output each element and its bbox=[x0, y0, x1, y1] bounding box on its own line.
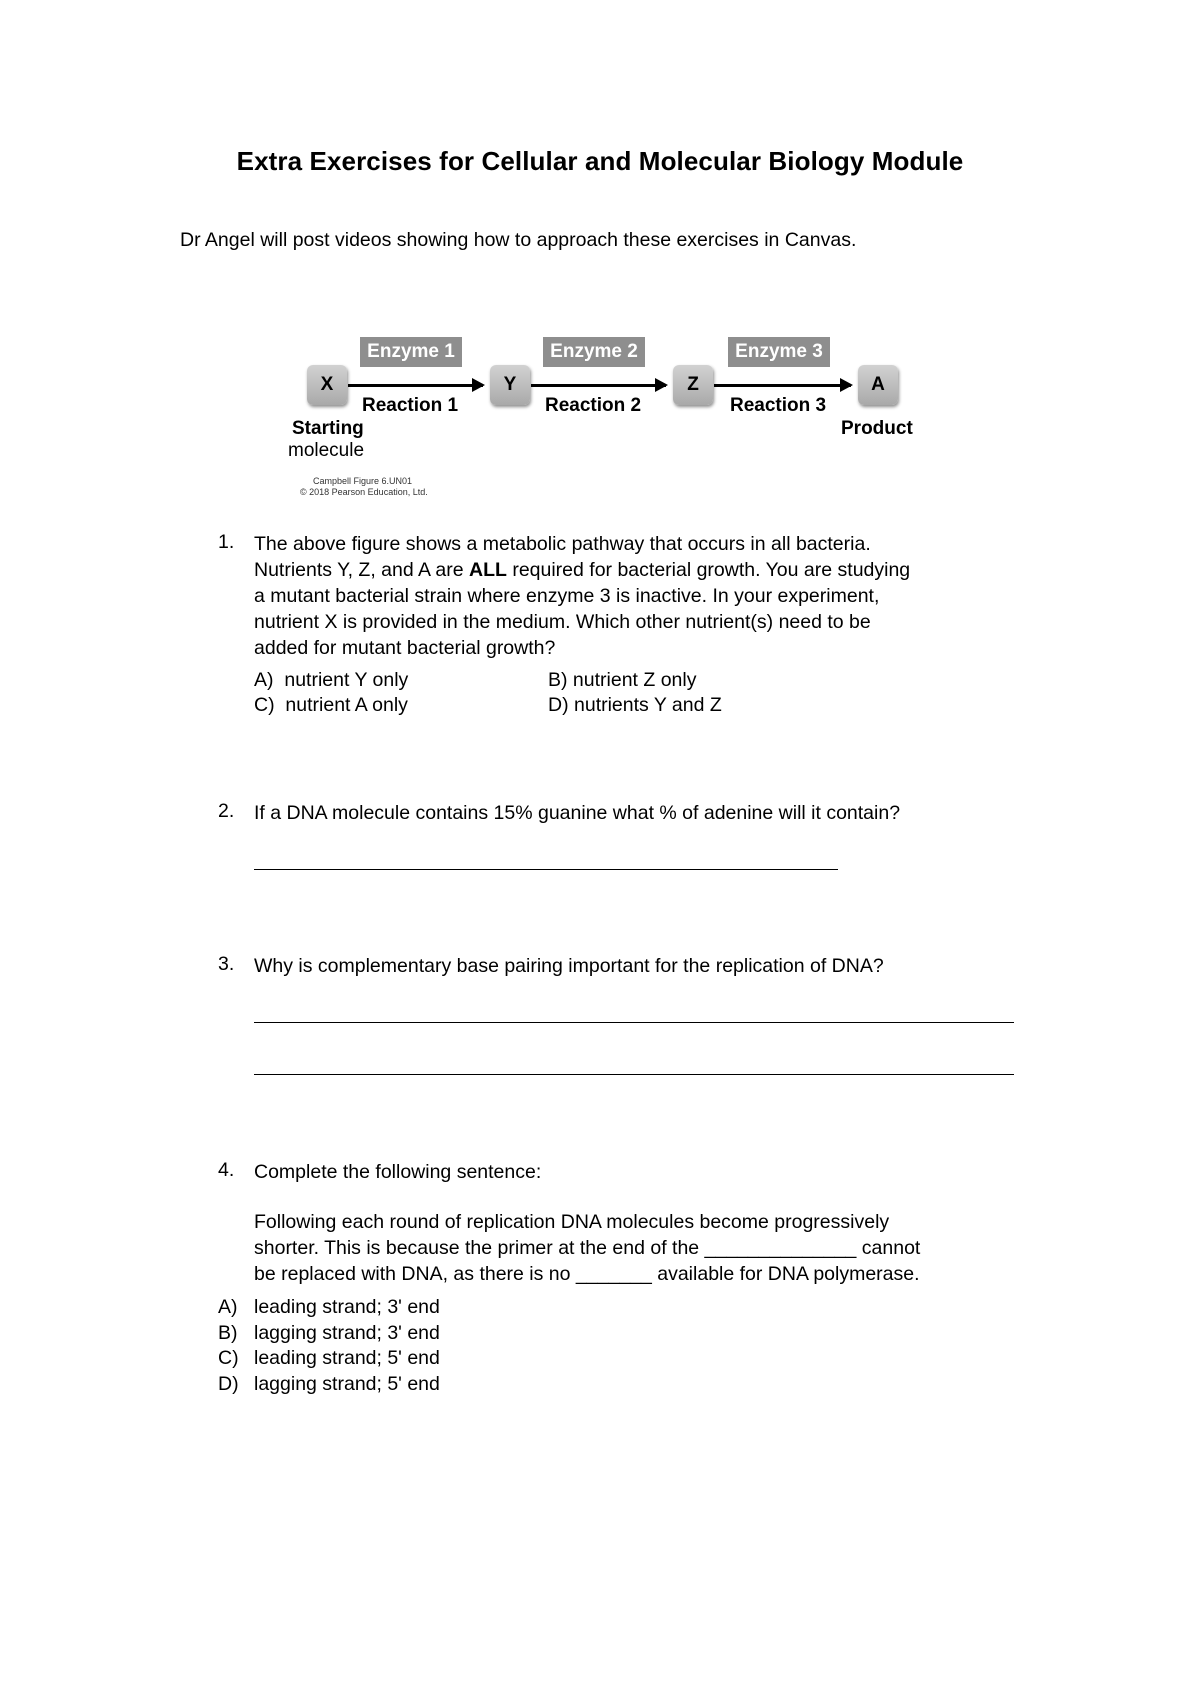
enzyme-3-label: Enzyme 3 bbox=[728, 337, 830, 367]
metabolic-pathway-figure bbox=[290, 330, 930, 500]
q1-option-d[interactable] bbox=[548, 694, 722, 717]
figure-credit-line1: Campbell Figure 6.UN01 bbox=[313, 476, 413, 486]
question-2-number: 2. bbox=[218, 800, 235, 822]
arrow-reaction-1 bbox=[348, 384, 483, 387]
page-title: Extra Exercises for Cellular and Molecular Biology Module bbox=[236, 146, 964, 176]
node-x: X bbox=[307, 365, 347, 405]
question-2-text: If a DNA molecule contains 15% guanine what % of adenine will it contain? bbox=[254, 802, 901, 824]
intro-text: Dr Angel will post videos showing how to approach these exercises in Canvas. bbox=[180, 229, 857, 251]
question-3-number: 3. bbox=[218, 953, 235, 975]
question-1-line: nutrient X is provided in the medium. Which other nutrient(s) need to be bbox=[254, 611, 871, 633]
arrow-reaction-3 bbox=[714, 384, 851, 387]
enzyme-1-label: Enzyme 1 bbox=[360, 337, 462, 367]
q4-option-d-label: D) bbox=[218, 1373, 239, 1395]
q1-option-c[interactable] bbox=[254, 694, 408, 717]
question-4-text: Complete the following sentence: bbox=[254, 1161, 542, 1183]
q4-option-b-label: B) bbox=[218, 1322, 238, 1344]
option-label: D) bbox=[548, 694, 569, 716]
question-3-text: Why is complementary base pairing important for the replication of DNA? bbox=[254, 955, 884, 977]
starting-label-molecule: molecule bbox=[288, 440, 365, 461]
question-1-line: added for mutant bacterial growth? bbox=[254, 637, 556, 659]
option-label: A) bbox=[254, 669, 274, 691]
sentence-line: be replaced with DNA, as there is no _______ available for DNA polymerase. bbox=[254, 1263, 920, 1285]
q4-option-c-label: C) bbox=[218, 1347, 239, 1369]
node-a: A bbox=[858, 365, 898, 405]
question-4-sentence bbox=[254, 1209, 920, 1287]
option-text: nutrients Y and Z bbox=[574, 694, 722, 716]
option-text: nutrient Z only bbox=[572, 669, 697, 691]
q4-option-d[interactable]: lagging strand; 5' end bbox=[254, 1373, 440, 1395]
answer-line-q2[interactable] bbox=[254, 869, 838, 870]
question-1-line: a mutant bacterial strain where enzyme 3 is inactive. In your experiment, bbox=[254, 585, 880, 607]
arrow-reaction-2 bbox=[531, 384, 666, 387]
starting-label: Starting bbox=[292, 418, 364, 439]
option-text: nutrient Y only bbox=[284, 669, 409, 691]
node-y: Y bbox=[490, 365, 530, 405]
question-1-line-part: Nutrients Y, Z, and A are bbox=[254, 559, 469, 581]
option-label: C) bbox=[254, 694, 275, 716]
q4-option-b[interactable]: lagging strand; 3' end bbox=[254, 1322, 440, 1344]
sentence-line: shorter. This is because the primer at the end of the ______________ cannot bbox=[254, 1237, 921, 1259]
question-1-number: 1. bbox=[218, 531, 235, 553]
q4-option-a[interactable]: leading strand; 3' end bbox=[254, 1296, 440, 1318]
option-label: B) bbox=[548, 669, 568, 691]
question-1-emphasis: ALL bbox=[469, 559, 507, 581]
node-z: Z bbox=[673, 365, 713, 405]
question-1-text bbox=[254, 531, 910, 661]
reaction-1-label: Reaction 1 bbox=[362, 395, 459, 416]
product-label: Product bbox=[841, 418, 913, 439]
sentence-line: Following each round of replication DNA molecules become progressively bbox=[254, 1211, 890, 1233]
q1-option-a[interactable] bbox=[254, 669, 408, 692]
q1-option-b[interactable] bbox=[548, 669, 696, 692]
q4-option-c[interactable]: leading strand; 5' end bbox=[254, 1347, 440, 1369]
question-1-line: The above figure shows a metabolic pathway that occurs in all bacteria. bbox=[254, 533, 871, 555]
enzyme-2-label: Enzyme 2 bbox=[543, 337, 645, 367]
question-1-line-part: required for bacterial growth. You are studying bbox=[506, 559, 911, 581]
question-1-line bbox=[254, 557, 910, 583]
q4-option-a-label: A) bbox=[218, 1296, 238, 1318]
reaction-3-label: Reaction 3 bbox=[730, 395, 827, 416]
reaction-2-label: Reaction 2 bbox=[545, 395, 642, 416]
question-4-number: 4. bbox=[218, 1159, 235, 1181]
answer-line-q3-2[interactable] bbox=[254, 1074, 1014, 1075]
figure-credit-line2: © 2018 Pearson Education, Ltd. bbox=[300, 487, 428, 497]
answer-line-q3-1[interactable] bbox=[254, 1022, 1014, 1023]
option-text: nutrient A only bbox=[285, 694, 408, 716]
